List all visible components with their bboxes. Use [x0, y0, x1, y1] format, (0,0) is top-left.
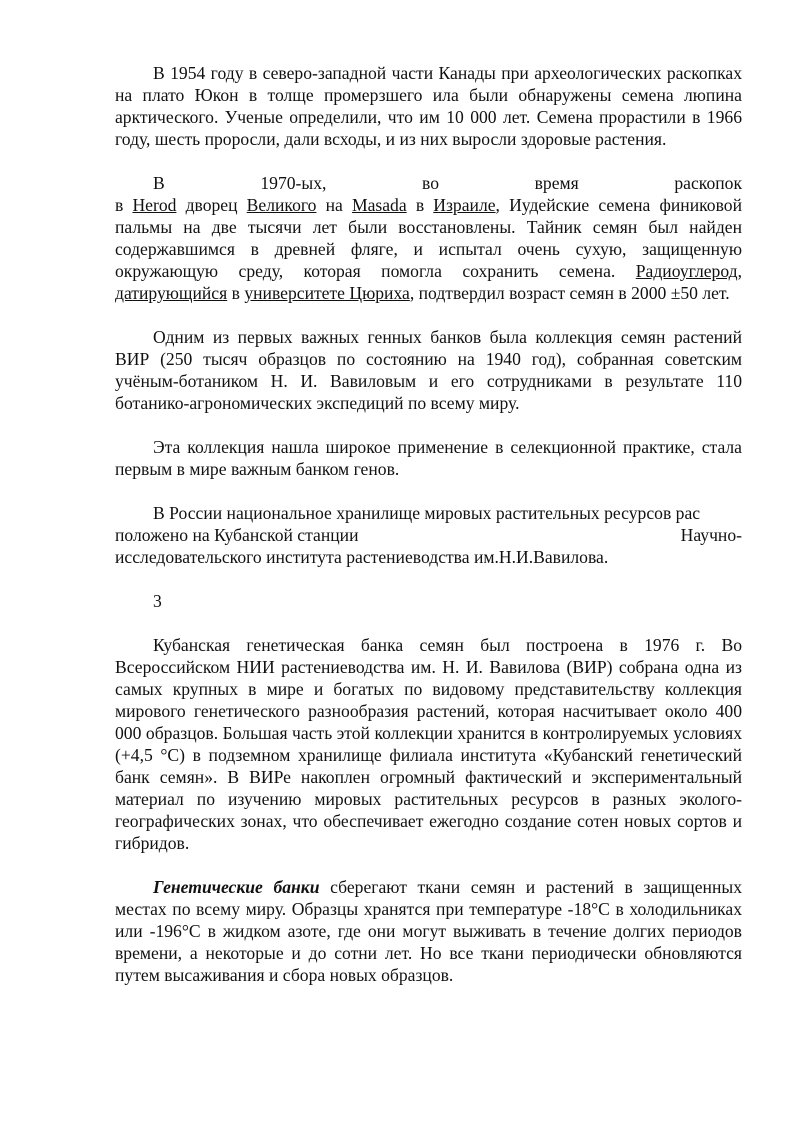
term-genetic-banks: Генетические банки	[153, 877, 320, 897]
page-number-marker: 3	[153, 591, 162, 611]
link-university-zurich[interactable]: университете Цюриха	[244, 283, 410, 303]
paragraph-genetic-banks: Генетические банки сберегают ткани семян и растений в защищенных местах по всему миру. Образцы хранятся при температуре -18°C в холодильниках или -196°C в жидком азоте, где они могут выживать в течение долгих периодов времени, а некоторые и до сотни лет. Но все ткани периодически обновляются путем высаживания и сбора новых образцов.	[115, 877, 742, 985]
link-masada[interactable]: Masada	[351, 195, 407, 215]
link-radiocarbon-dating[interactable]: Радиоуглерод, датирующийся	[115, 261, 742, 303]
paragraph-vir-collection: Одним из первых важных генных банков была коллекция семян растений ВИР (250 тысяч образцов по состоянию на 1940 год), собранная советским учёным-ботаником Н. И. Вавиловым и его сотрудниками в результате 110 ботанико-агрономических экспедиций по всему миру.	[115, 327, 742, 413]
paragraph-date-palm	[115, 172, 742, 304]
document-page	[115, 62, 742, 986]
paragraph-date-palm-body: в Herod дворец Великого на Masada в Израиле, Иудейские семена финиковой пальмы на две тысячи лет были восстановлены. Тайник семян был найден содержавшимся в древней фляге, и испытал очень сухую, защищенную окружающую среду, которая помогла сохранить семена. Радиоуглерод, датирующийся в университете Цюриха, подтвердил возраст семян в 2000 ±50 лет.	[115, 195, 742, 303]
paragraph-kuban-station: В России национальное хранилище мировых растительных ресурсов рас положено на Кубанской станции Научно- исследовательского института растениеводства им.Н.И.Вавилова.	[115, 503, 742, 567]
link-herod[interactable]: Herod	[132, 195, 177, 215]
paragraph-breeding-use: Эта коллекция нашла широкое применение в селекционной практике, стала первым в мире важным банком генов.	[115, 437, 742, 479]
link-great[interactable]: Великого	[246, 195, 317, 215]
link-israel[interactable]: Израиле	[433, 195, 496, 215]
paragraph-lupine-seeds: В 1954 году в северо-западной части Канады при археологических раскопках на плато Юкон в толще промерзшего ила были обнаружены семена люпина арктического. Ученые определили, что им 10 000 лет. Семена прорастили в 1966 году, шесть проросли, дали всходы, и из них выросли здоровые растения.	[115, 63, 742, 149]
paragraph-date-palm-line1: В 1970-ых, во время раскопок	[153, 173, 743, 193]
paragraph-kuban-gene-bank: Кубанская генетическая банка семян был построена в 1976 г. Во Всероссийском НИИ растениеводства им. Н. И. Вавилова (ВИР) собрана одна из самых крупных в мире и богатых по видовому представительству коллекция мирового генетического разнообразия растений, которая насчитывает около 400 000 образцов. Большая часть этой коллекции хранится в контролируемых условиях (+4,5 °C) в подземном хранилище филиала института «Кубанский генетический банк семян». В ВИРе накоплен огромный фактический и экспериментальный материал по изучению мировых растительных ресурсов в разных эколого-географических зонах, что обеспечивает ежегодно создание сотен новых сортов и гибридов.	[115, 635, 742, 853]
